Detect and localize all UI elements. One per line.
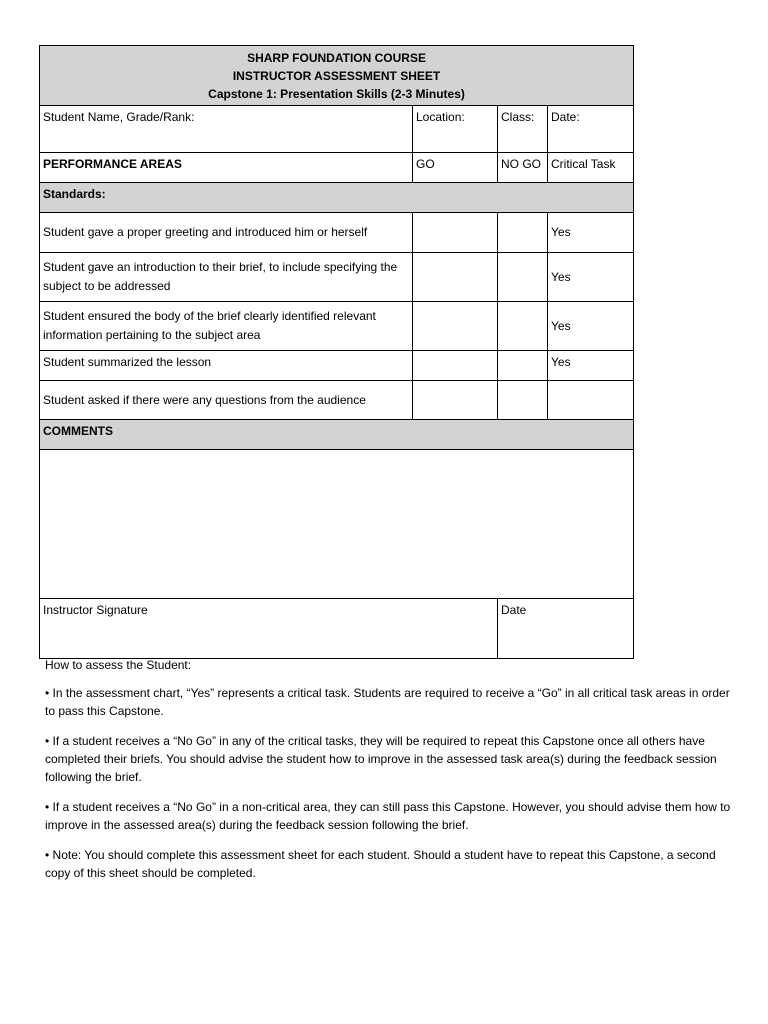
critical-task-cell bbox=[548, 381, 634, 420]
no-go-cell[interactable] bbox=[498, 381, 548, 420]
instructions bbox=[45, 656, 735, 894]
no-go-cell[interactable] bbox=[498, 302, 548, 351]
assessment-table bbox=[39, 45, 634, 659]
comments-label: COMMENTS bbox=[40, 420, 634, 450]
sheet-title: INSTRUCTOR ASSESSMENT SHEET bbox=[232, 69, 441, 83]
instructions-title: How to assess the Student: bbox=[45, 658, 192, 672]
critical-task-cell: Yes bbox=[548, 253, 634, 302]
go-cell[interactable] bbox=[413, 253, 498, 302]
critical-task-cell: Yes bbox=[548, 213, 634, 253]
standard-text: Student gave an introduction to their brief, to include specifying the subject to be addressed bbox=[40, 253, 413, 302]
capstone-title: Capstone 1: Presentation Skills (2-3 Minutes) bbox=[208, 87, 465, 101]
go-cell[interactable] bbox=[413, 351, 498, 381]
performance-areas-header: PERFORMANCE AREAS bbox=[40, 153, 413, 183]
course-title: SHARP FOUNDATION COURSE bbox=[247, 51, 426, 65]
student-name-field[interactable]: Student Name, Grade/Rank: bbox=[40, 106, 413, 153]
standard-text: Student summarized the lesson bbox=[40, 351, 413, 381]
comments-box[interactable] bbox=[40, 450, 634, 599]
date-field[interactable]: Date: bbox=[548, 106, 634, 153]
standards-label: Standards: bbox=[40, 183, 634, 213]
instructor-signature-field[interactable]: Instructor Signature bbox=[40, 599, 498, 659]
sheet-header bbox=[40, 46, 634, 106]
go-header: GO bbox=[413, 153, 498, 183]
instruction-item: • If a student receives a “No Go” in a non-critical area, they can still pass this Capstone. However, you should advise them how to improve in the assessed area(s) during the feedback session following the brief. bbox=[45, 800, 731, 832]
standard-text: Student gave a proper greeting and introduced him or herself bbox=[40, 213, 413, 253]
critical-task-cell: Yes bbox=[548, 302, 634, 351]
critical-task-cell: Yes bbox=[548, 351, 634, 381]
instruction-item: • Note: You should complete this assessment sheet for each student. Should a student have to repeat this Capstone, a second copy of this sheet should be completed. bbox=[45, 848, 716, 880]
critical-task-header: Critical Task bbox=[548, 153, 634, 183]
no-go-cell[interactable] bbox=[498, 351, 548, 381]
no-go-cell[interactable] bbox=[498, 213, 548, 253]
go-cell[interactable] bbox=[413, 213, 498, 253]
instruction-item: • If a student receives a “No Go” in any of the critical tasks, they will be required to repeat this Capstone once all others have completed their briefs. You should advise the student how to improve in the assessed task area(s) during the feedback session following the brief. bbox=[45, 734, 717, 784]
no-go-header: NO GO bbox=[498, 153, 548, 183]
signature-date-field[interactable]: Date bbox=[498, 599, 634, 659]
no-go-cell[interactable] bbox=[498, 253, 548, 302]
standard-text: Student asked if there were any questions from the audience bbox=[40, 381, 413, 420]
instruction-item: • In the assessment chart, “Yes” represents a critical task. Students are required to receive a “Go” in all critical task areas in order to pass this Capstone. bbox=[45, 686, 730, 718]
standard-text: Student ensured the body of the brief clearly identified relevant information pertaining to the subject area bbox=[40, 302, 413, 351]
class-field[interactable]: Class: bbox=[498, 106, 548, 153]
location-field[interactable]: Location: bbox=[413, 106, 498, 153]
go-cell[interactable] bbox=[413, 302, 498, 351]
go-cell[interactable] bbox=[413, 381, 498, 420]
